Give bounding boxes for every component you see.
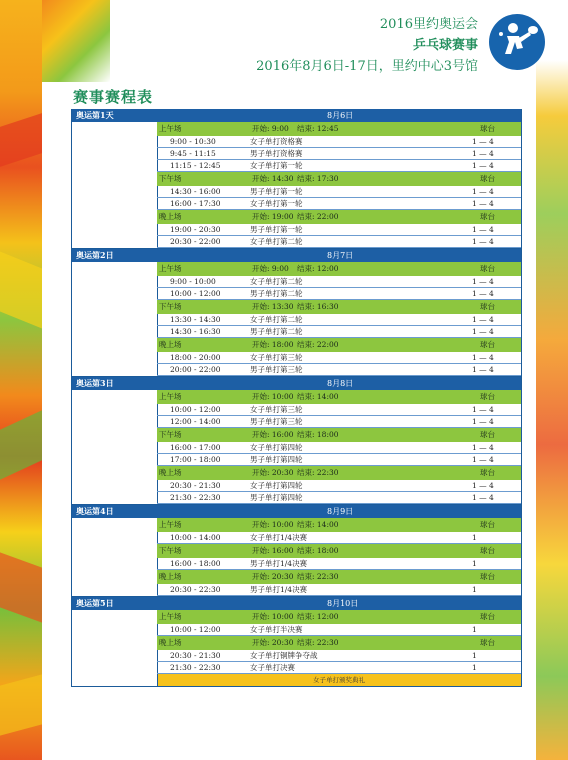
session-end: 结束: 22:30 — [297, 468, 339, 477]
event-row — [157, 198, 521, 210]
session-row — [157, 262, 521, 276]
session-name: 上午场 — [159, 520, 182, 529]
event-row — [157, 558, 521, 570]
session-start: 开始: 20:30 — [252, 572, 294, 581]
event-row — [157, 326, 521, 338]
session-name: 上午场 — [159, 264, 182, 273]
event-name: 男子单打资格赛 — [250, 149, 303, 158]
event-name: 女子单打决赛 — [250, 663, 295, 672]
session-end: 结束: 17:30 — [297, 174, 339, 183]
event-time: 16:00 - 17:00 — [170, 443, 221, 452]
session-row — [157, 466, 521, 480]
event-time: 16:00 - 18:00 — [170, 559, 221, 568]
venue-header: 球台 — [480, 340, 495, 349]
event-row — [157, 624, 521, 636]
event-name: 男子单打第一轮 — [250, 225, 303, 234]
day-header-row — [72, 377, 521, 390]
event-table: 1 — 4 — [472, 493, 494, 502]
venue-header: 球台 — [480, 546, 495, 555]
day-block — [71, 249, 522, 377]
day-block — [71, 505, 522, 597]
session-start: 开始: 16:00 — [252, 546, 294, 555]
venue-header: 球台 — [480, 468, 495, 477]
event-table: 1 — 4 — [472, 417, 494, 426]
event-table: 1 — 4 — [472, 365, 494, 374]
event-table: 1 — 4 — [472, 149, 494, 158]
event-row — [157, 480, 521, 492]
venue-header: 球台 — [480, 124, 495, 133]
event-row — [157, 404, 521, 416]
event-header — [256, 14, 478, 77]
event-row — [157, 584, 521, 596]
event-time: 11:15 - 12:45 — [170, 161, 221, 170]
day-block — [71, 377, 522, 505]
session-start: 开始: 20:30 — [252, 468, 294, 477]
event-name: 男子单打1/4决赛 — [250, 559, 308, 568]
session-end: 结束: 18:00 — [297, 546, 339, 555]
day-date: 8月9日 — [327, 507, 354, 516]
event-row — [157, 416, 521, 428]
event-time: 20:30 - 22:00 — [170, 237, 221, 246]
decorative-top-band — [42, 0, 110, 82]
event-table: 1 — 4 — [472, 237, 494, 246]
event-name: 男子单打第四轮 — [250, 455, 303, 464]
event-time: 20:30 - 21:30 — [170, 651, 221, 660]
event-name: 女子单打第二轮 — [250, 315, 303, 324]
day-label: 奥运第2日 — [76, 250, 114, 260]
event-table: 1 — 4 — [472, 187, 494, 196]
event-row — [157, 276, 521, 288]
event-row — [157, 442, 521, 454]
session-start: 开始: 19:00 — [252, 212, 294, 221]
event-row — [157, 136, 521, 148]
event-table: 1 — [472, 625, 477, 634]
day-label: 奥运第1天 — [76, 110, 114, 120]
event-time: 18:00 - 20:00 — [170, 353, 221, 362]
event-time: 21:30 - 22:30 — [170, 493, 221, 502]
event-name: 女子单打第三轮 — [250, 405, 303, 414]
day-block — [71, 597, 522, 687]
session-row — [157, 210, 521, 224]
day-label: 奥运第4日 — [76, 506, 114, 516]
day-header-row — [72, 109, 521, 122]
ceremony-row: 女子单打颁奖典礼 — [157, 674, 521, 686]
event-time: 10:00 - 12:00 — [170, 405, 221, 414]
event-row — [157, 352, 521, 364]
event-name: 男子单打第四轮 — [250, 493, 303, 502]
day-date: 8月10日 — [327, 599, 359, 608]
event-name: 男子单打第三轮 — [250, 365, 303, 374]
event-table: 1 — [472, 559, 477, 568]
event-table: 1 — 4 — [472, 225, 494, 234]
event-time: 13:30 - 14:30 — [170, 315, 221, 324]
session-name: 晚上场 — [159, 212, 182, 221]
event-name: 男子单打第三轮 — [250, 417, 303, 426]
event-table: 1 — 4 — [472, 455, 494, 464]
event-time: 10:00 - 12:00 — [170, 289, 221, 298]
table-tennis-logo-icon — [489, 14, 545, 70]
event-name: 男子单打第一轮 — [250, 187, 303, 196]
event-table: 1 — 4 — [472, 199, 494, 208]
session-row — [157, 610, 521, 624]
session-end: 结束: 14:00 — [297, 520, 339, 529]
event-row — [157, 650, 521, 662]
event-name: 女子单打资格赛 — [250, 137, 303, 146]
day-header-row — [72, 597, 521, 610]
event-time: 16:00 - 17:30 — [170, 199, 221, 208]
session-end: 结束: 12:00 — [297, 264, 339, 273]
session-start: 开始: 9:00 — [252, 264, 289, 273]
session-end: 结束: 12:45 — [297, 124, 339, 133]
venue-header: 球台 — [480, 302, 495, 311]
event-table: 1 — 4 — [472, 161, 494, 170]
event-time: 20:30 - 21:30 — [170, 481, 221, 490]
event-name: 女子单打第一轮 — [250, 161, 303, 170]
event-time: 9:45 - 11:15 — [170, 149, 216, 158]
session-row — [157, 122, 521, 136]
session-start: 开始: 10:00 — [252, 612, 294, 621]
event-row — [157, 148, 521, 160]
session-row — [157, 172, 521, 186]
event-name: 女子单打第二轮 — [250, 237, 303, 246]
event-row — [157, 492, 521, 504]
day-label: 奥运第3日 — [76, 378, 114, 388]
session-row — [157, 428, 521, 442]
session-name: 晚上场 — [159, 572, 182, 581]
event-table: 1 — 4 — [472, 137, 494, 146]
venue-header: 球台 — [480, 430, 495, 439]
event-name: 女子单打第二轮 — [250, 277, 303, 286]
event-time: 21:30 - 22:30 — [170, 663, 221, 672]
event-row — [157, 236, 521, 248]
session-start: 开始: 14:30 — [252, 174, 294, 183]
page-title: 赛事赛程表 — [73, 88, 154, 106]
session-start: 开始: 16:00 — [252, 430, 294, 439]
event-row — [157, 160, 521, 172]
venue-header: 球台 — [480, 174, 495, 183]
session-name: 晚上场 — [159, 340, 182, 349]
event-name: 女子单打1/4决赛 — [250, 533, 308, 542]
event-table: 1 — [472, 651, 477, 660]
event-row — [157, 454, 521, 466]
day-block — [71, 109, 522, 249]
session-row — [157, 390, 521, 404]
event-time: 20:30 - 22:30 — [170, 585, 221, 594]
session-start: 开始: 13:30 — [252, 302, 294, 311]
event-time: 14:30 - 16:30 — [170, 327, 221, 336]
venue-header: 球台 — [480, 264, 495, 273]
event-name: 女子单打第四轮 — [250, 481, 303, 490]
event-table: 1 — 4 — [472, 481, 494, 490]
session-name: 下午场 — [159, 174, 182, 183]
day-header-row — [72, 249, 521, 262]
event-table: 1 — 4 — [472, 277, 494, 286]
day-label: 奥运第5日 — [76, 598, 114, 608]
day-date: 8月6日 — [327, 111, 354, 120]
session-name: 晚上场 — [159, 638, 182, 647]
session-end: 结束: 14:00 — [297, 392, 339, 401]
decorative-left-band — [0, 0, 42, 760]
event-row — [157, 186, 521, 198]
venue-header: 球台 — [480, 212, 495, 221]
event-name: 男子单打第二轮 — [250, 327, 303, 336]
session-row — [157, 300, 521, 314]
event-name: 男子单打第二轮 — [250, 289, 303, 298]
event-table: 1 — 4 — [472, 443, 494, 452]
session-name: 上午场 — [159, 392, 182, 401]
header-line-games: 2016里约奥运会 — [379, 17, 478, 32]
event-table: 1 — [472, 585, 477, 594]
venue-header: 球台 — [480, 520, 495, 529]
session-start: 开始: 10:00 — [252, 520, 294, 529]
session-row — [157, 518, 521, 532]
event-time: 20:00 - 22:00 — [170, 365, 221, 374]
event-time: 9:00 - 10:00 — [170, 277, 216, 286]
schedule-table — [71, 109, 522, 687]
event-table: 1 — 4 — [472, 405, 494, 414]
event-time: 14:30 - 16:00 — [170, 187, 221, 196]
event-name: 女子单打半决赛 — [250, 625, 303, 634]
event-time: 10:00 - 12:00 — [170, 625, 221, 634]
event-row — [157, 662, 521, 674]
session-end: 结束: 22:00 — [297, 340, 339, 349]
event-time: 12:00 - 14:00 — [170, 417, 221, 426]
event-row — [157, 288, 521, 300]
event-row — [157, 364, 521, 376]
session-end: 结束: 22:30 — [297, 638, 339, 647]
session-name: 晚上场 — [159, 468, 182, 477]
event-row — [157, 314, 521, 326]
event-table: 1 — 4 — [472, 353, 494, 362]
session-end: 结束: 12:00 — [297, 612, 339, 621]
event-row — [157, 224, 521, 236]
venue-header: 球台 — [480, 638, 495, 647]
day-date: 8月7日 — [327, 251, 354, 260]
session-row — [157, 338, 521, 352]
event-name: 女子单打第四轮 — [250, 443, 303, 452]
session-name: 上午场 — [159, 124, 182, 133]
event-table: 1 — [472, 533, 477, 542]
session-end: 结束: 16:30 — [297, 302, 339, 311]
venue-header: 球台 — [480, 392, 495, 401]
event-table: 1 — 4 — [472, 289, 494, 298]
event-name: 女子单打第一轮 — [250, 199, 303, 208]
event-time: 10:00 - 14:00 — [170, 533, 221, 542]
venue-header: 球台 — [480, 612, 495, 621]
event-table: 1 — [472, 663, 477, 672]
session-row — [157, 636, 521, 650]
event-row — [157, 532, 521, 544]
event-table: 1 — 4 — [472, 327, 494, 336]
session-start: 开始: 18:00 — [252, 340, 294, 349]
event-table: 1 — 4 — [472, 315, 494, 324]
session-end: 结束: 18:00 — [297, 430, 339, 439]
venue-header: 球台 — [480, 572, 495, 581]
event-time: 19:00 - 20:30 — [170, 225, 221, 234]
event-name: 女子单打铜牌争夺战 — [250, 651, 318, 660]
session-name: 上午场 — [159, 612, 182, 621]
event-time: 17:00 - 18:00 — [170, 455, 221, 464]
session-row — [157, 544, 521, 558]
session-name: 下午场 — [159, 430, 182, 439]
event-time: 9:00 - 10:30 — [170, 137, 216, 146]
session-start: 开始: 9:00 — [252, 124, 289, 133]
session-end: 结束: 22:00 — [297, 212, 339, 221]
header-line-event: 乒乓球赛事 — [412, 38, 478, 53]
event-name: 男子单打1/4决赛 — [250, 585, 308, 594]
event-name: 女子单打第三轮 — [250, 353, 303, 362]
decorative-right-band — [536, 60, 568, 760]
session-end: 结束: 22:30 — [297, 572, 339, 581]
session-name: 下午场 — [159, 302, 182, 311]
day-header-row — [72, 505, 521, 518]
header-line-date-venue: 2016年8月6日-17日，里约中心3号馆 — [256, 59, 478, 74]
session-row — [157, 570, 521, 584]
day-date: 8月8日 — [327, 379, 354, 388]
session-start: 开始: 20:30 — [252, 638, 294, 647]
session-start: 开始: 10:00 — [252, 392, 294, 401]
session-name: 下午场 — [159, 546, 182, 555]
